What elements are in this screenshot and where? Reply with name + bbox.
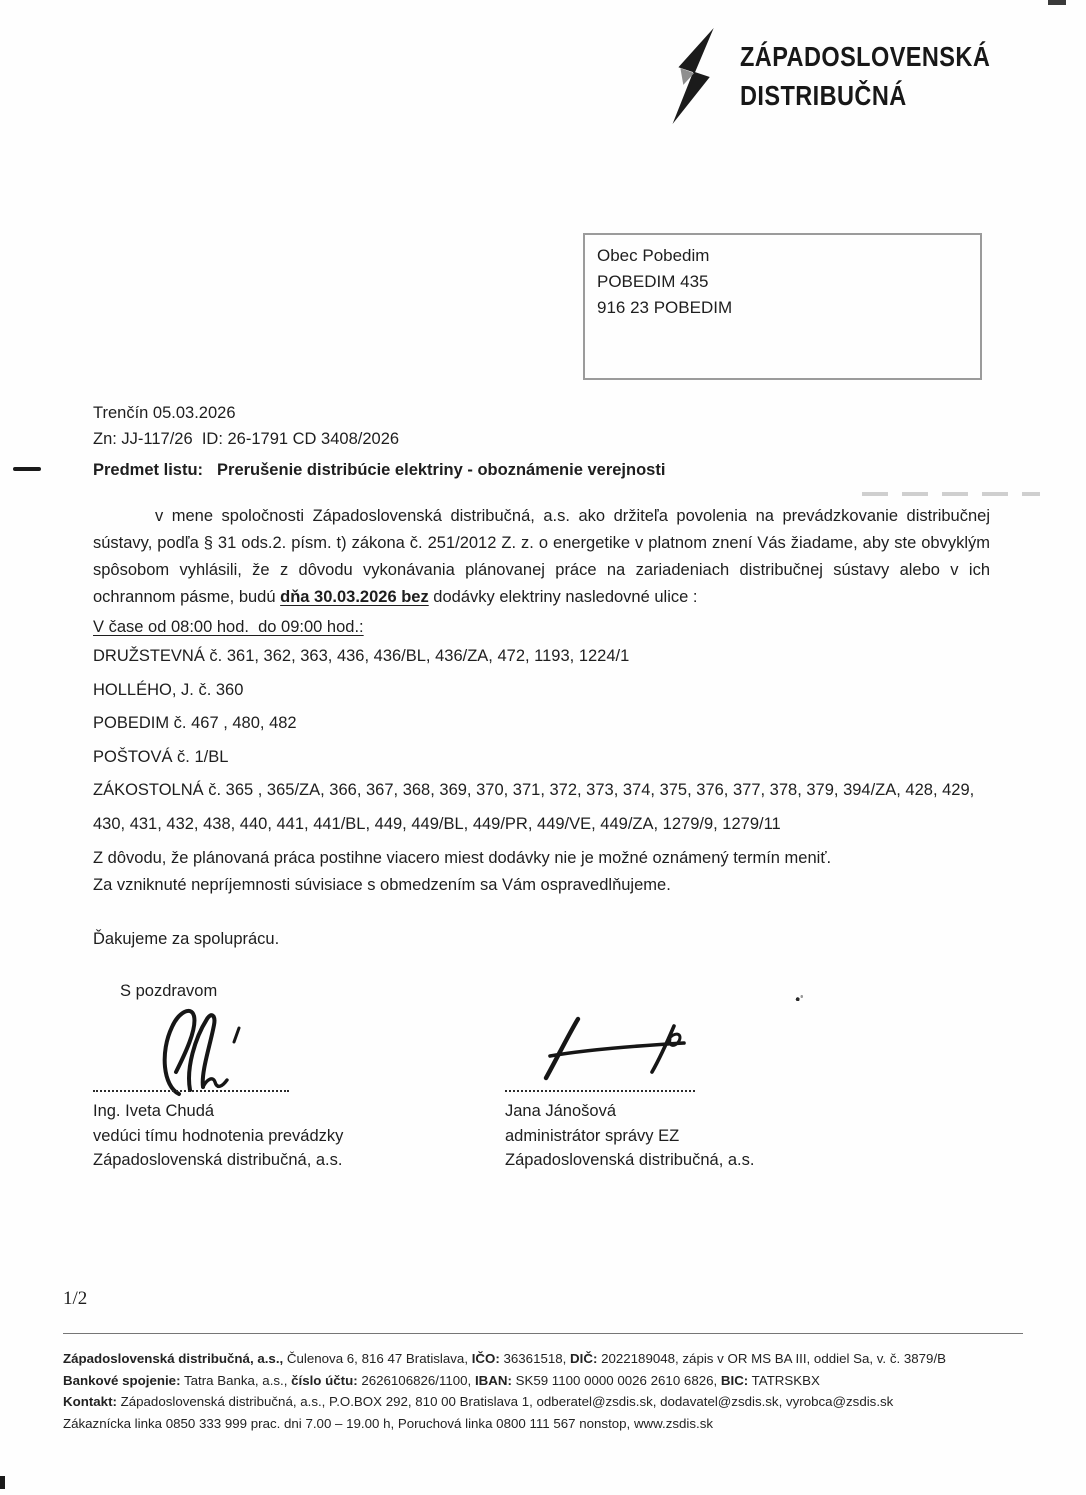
signatory-left (93, 1099, 343, 1173)
reference-number: Zn: JJ-117/26 ID: 26-1791 CD 3408/2026 (93, 430, 400, 448)
closing-salutation: S pozdravom (120, 982, 218, 1000)
signatory-right (505, 1099, 754, 1173)
signatory-role: administrátor správy EZ (505, 1126, 680, 1145)
recipient-address-box (583, 233, 982, 380)
signatory-role: vedúci tímu hodnotenia prevádzky (93, 1126, 344, 1145)
scan-artifact-bottom-left (0, 1476, 5, 1489)
street-list (93, 640, 998, 841)
intro-paragraph: v mene spoločnosti Západoslovenská distribučná, a.s. ako držiteľa povolenia na prevádzkovanie distribučnej sústavy, podľa § 31 ods.2. písm. t) zákona č. 251/2012 Z. z. o energetike v platnom znení Vás žiadame, aby ste obvyklým spôsobom vyhlásili, že z dôvodu vykonávania plánovanej práce na zariadeniach distribučnej sústavy alebo v ich ochrannom pásme, budú dňa 30.03.2026 bez dodávky elektriny nasledovné ulice : (93, 507, 990, 606)
note-term: Z dôvodu, že plánovaná práca postihne viacero miest dodávky nie je možné oznámený termín meniť. (93, 849, 832, 867)
street-line: POŠTOVÁ č. 1/BL (93, 747, 229, 766)
place-date: Trenčín 05.03.2026 (93, 404, 236, 422)
street-line: ZÁKOSTOLNÁ č. 365 , 365/ZA, 366, 367, 368, 369, 370, 371, 372, 373, 374, 375, 376, 377, 378, 379, 394/ZA, 428, 429, 430, 431, 432, 438, 440, 441, 441/BL, 449, 449/BL, 449/PR, 449/VE, 449/ZA, 1279/9, 1279/11 (93, 781, 975, 833)
subject-line (93, 461, 665, 480)
logo-wordmark (740, 37, 990, 115)
signatory-company: Západoslovenská distribučná, a.s. (505, 1151, 755, 1169)
street-line: DRUŽSTEVNÁ č. 361, 362, 363, 436, 436/BL, 436/ZA, 472, 1193, 1224/1 (93, 647, 630, 665)
logo-line2: DISTRIBUČNÁ (740, 80, 907, 111)
signature-scribble-right (532, 1016, 722, 1082)
signatory-company: Západoslovenská distribučná, a.s. (93, 1151, 343, 1169)
signatory-name: Jana Jánošová (505, 1102, 616, 1120)
footer-hotline-line: Zákaznícka linka 0850 333 999 prac. dni 7.00 – 19.00 h, Poruchová linka 0800 111 567 nonstop, www.zsdis.sk (63, 1415, 713, 1431)
page-number: 1/2 (63, 1288, 88, 1309)
scan-speck (795, 995, 804, 1001)
fold-mark (13, 467, 41, 471)
scan-smudge (862, 492, 1040, 496)
recipient-city: 916 23 POBEDIM (597, 298, 733, 317)
note-apology: Za vzniknuté nepríjemnosti súvisiace s obmedzením sa Vám ospravedlňujeme. (93, 875, 671, 894)
outage-time-heading: V čase od 08:00 hod. do 09:00 hod.: (93, 618, 364, 636)
street-line: HOLLÉHO, J. č. 360 (93, 680, 244, 699)
letter-meta (93, 400, 399, 452)
scan-artifact-top-right (1048, 0, 1066, 5)
street-line: POBEDIM č. 467 , 480, 482 (93, 714, 297, 732)
recipient-street: POBEDIM 435 (597, 272, 709, 291)
logo-line1: ZÁPADOSLOVENSKÁ (740, 41, 991, 72)
signature-scribble-left (150, 1002, 265, 1102)
subject-label: Predmet listu: (93, 461, 204, 479)
footer-divider (63, 1333, 1023, 1334)
signatory-name: Ing. Iveta Chudá (93, 1102, 215, 1120)
lightning-bolt-icon (668, 28, 730, 126)
subject-text: Prerušenie distribúcie elektriny - oboznámenie verejnosti (217, 461, 666, 479)
thanks-line: Ďakujeme za spoluprácu. (93, 930, 280, 948)
recipient-name: Obec Pobedim (597, 246, 710, 265)
signature-dotted-line-left (93, 1090, 289, 1092)
signature-dotted-line-right (505, 1090, 695, 1092)
notes (93, 845, 998, 898)
footer-company-line: Západoslovenská distribučná, a.s., Čulenova 6, 816 47 Bratislava, IČO: 36361518, DIČ: 2022189048, zápis v OR MS BA III, oddiel Sa, v. č. 3879/B (63, 1351, 947, 1366)
footer (63, 1348, 993, 1434)
footer-contact-line: Kontakt: Západoslovenská distribučná, a.s., P.O.BOX 292, 810 00 Bratislava 1, odberatel@zsdis.sk, dodavatel@zsdis.sk, vyrobca@zsdis.sk (63, 1394, 894, 1410)
footer-bank-line: Bankové spojenie: Tatra Banka, a.s., číslo účtu: 2626106826/1100, IBAN: SK59 1100 0000 0026 2610 6826, BIC: TATRSKBX (63, 1372, 820, 1388)
company-logo (668, 28, 1038, 126)
